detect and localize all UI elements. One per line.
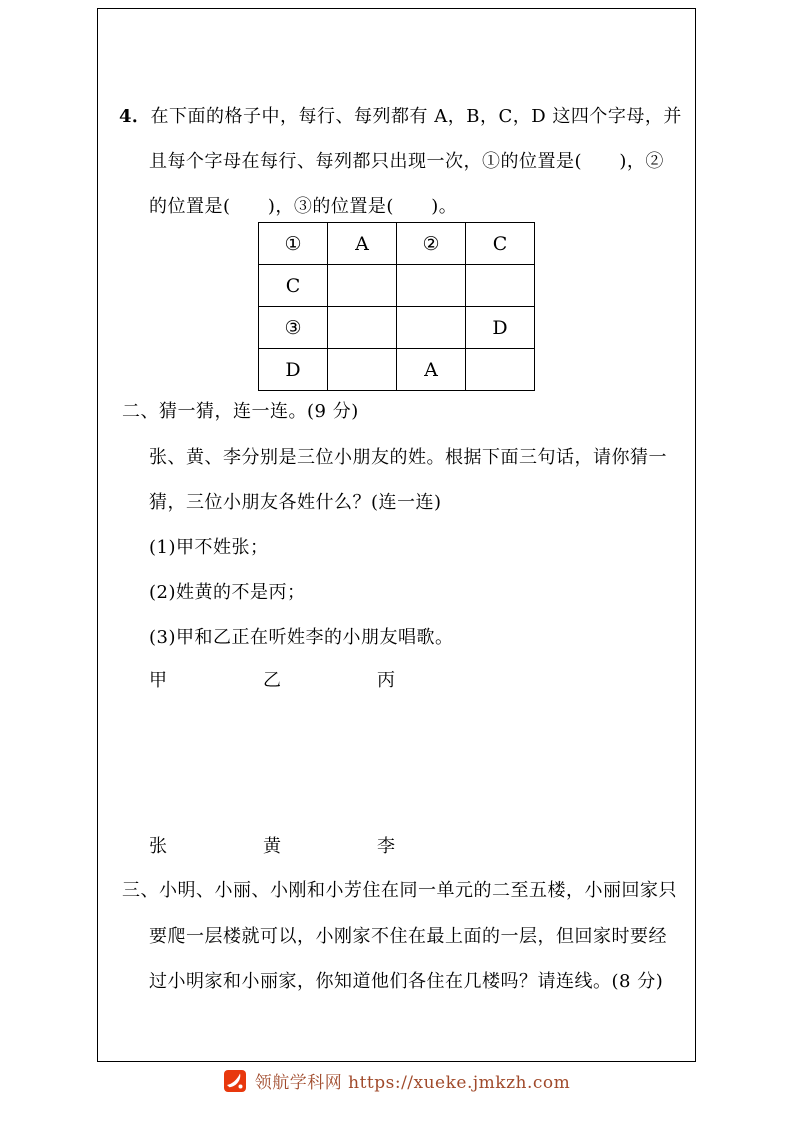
- question-4-line-1: [119, 104, 682, 130]
- surname-huang: 黄: [263, 836, 282, 857]
- grid-cell-r3c1: ③: [259, 307, 328, 349]
- surname-zhang: 张: [149, 836, 168, 857]
- grid-cell-r2c4: [466, 265, 535, 307]
- question-4-line-3: 的位置是( )，③的位置是( )。: [149, 196, 458, 217]
- question-4-line-2: 且每个字母在每行、每列都只出现一次，①的位置是( )，②: [149, 151, 664, 172]
- name-yi: 乙: [263, 670, 282, 691]
- surname-li: 李: [377, 836, 396, 857]
- grid-cell-r2c3: [397, 265, 466, 307]
- question-4-text-1: 在下面的格子中，每行、每列都有 A，B，C，D 这四个字母，并: [150, 106, 682, 127]
- section-2-title: 二、猜一猜，连一连。(9 分): [122, 401, 359, 422]
- section-2-intro-2: 猜，三位小朋友各姓什么？(连一连): [149, 492, 442, 513]
- grid-cell-r1c3: ②: [397, 223, 466, 265]
- name-jia: 甲: [149, 670, 168, 691]
- xueke-logo-icon: [223, 1069, 247, 1093]
- grid-cell-r4c1: D: [259, 349, 328, 391]
- section-3-line-3: 过小明家和小丽家，你知道他们各住在几楼吗？请连线。(8 分): [149, 971, 664, 992]
- letter-grid-table: [258, 222, 535, 391]
- section-2-clue-3: (3)甲和乙正在听姓李的小朋友唱歌。: [149, 627, 454, 648]
- grid-cell-r4c4: [466, 349, 535, 391]
- grid-cell-r4c2: [328, 349, 397, 391]
- section-2-clue-2: (2)姓黄的不是丙；: [149, 582, 306, 603]
- grid-cell-r4c3: A: [397, 349, 466, 391]
- grid-row-1: [259, 223, 535, 265]
- footer-text: 领航学科网 https://xueke.jmkzh.com: [254, 1073, 571, 1093]
- section-2-clue-1: (1)甲不姓张；: [149, 537, 269, 558]
- grid-cell-r1c1: ①: [259, 223, 328, 265]
- grid-cell-r1c4: C: [466, 223, 535, 265]
- question-4-number: 4．: [119, 106, 151, 127]
- grid-row-4: [259, 349, 535, 391]
- section-3-line-2: 要爬一层楼就可以，小刚家不住在最上面的一层，但回家时要经: [149, 926, 667, 947]
- grid-cell-r2c1: C: [259, 265, 328, 307]
- section-2-intro-1: 张、黄、李分别是三位小朋友的姓。根据下面三句话，请你猜一: [149, 447, 667, 468]
- name-bing: 丙: [377, 670, 396, 691]
- grid-row-2: [259, 265, 535, 307]
- grid-row-3: [259, 307, 535, 349]
- grid-cell-r3c4: D: [466, 307, 535, 349]
- footer: [0, 1068, 793, 1093]
- section-3-line-1: 三、小明、小丽、小刚和小芳住在同一单元的二至五楼，小丽回家只: [122, 880, 677, 901]
- grid-cell-r3c2: [328, 307, 397, 349]
- grid-cell-r1c2: A: [328, 223, 397, 265]
- grid-cell-r3c3: [397, 307, 466, 349]
- grid-cell-r2c2: [328, 265, 397, 307]
